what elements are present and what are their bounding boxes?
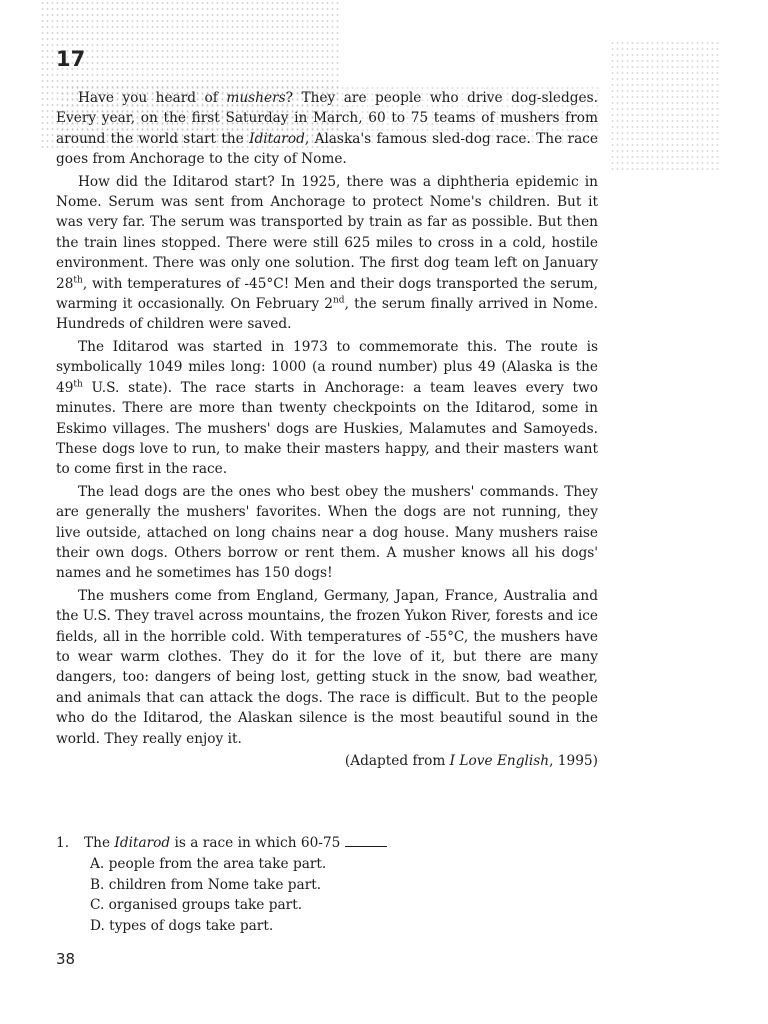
option-b: B. children from Nome take part. — [90, 876, 322, 893]
source-prefix: (Adapted from — [344, 753, 450, 769]
ordinal-suffix: nd — [333, 295, 345, 306]
ordinal-suffix: th — [73, 379, 83, 390]
answer-blank — [345, 834, 387, 847]
text-run: Have you heard of — [78, 90, 227, 106]
passage-paragraph — [56, 88, 598, 170]
option-a: A. people from the area take part. — [90, 855, 327, 872]
source-suffix: , 1995) — [549, 753, 598, 769]
passage-paragraph — [56, 586, 598, 749]
question-block — [56, 833, 598, 937]
source-title: I Love English — [449, 753, 550, 769]
option-d: D. types of dogs take part. — [90, 918, 274, 935]
stem-after: is a race in which 60-75 — [170, 835, 345, 851]
text-run: The Iditarod was started in 1973 to commemorate this. The route is symbolically 1049 miles long: 1000 (a round number) plus 49 (Alaska is the 49 — [56, 338, 598, 396]
passage-paragraph — [56, 172, 598, 335]
text-run: How did the Iditarod start? In 1925, there was a diphtheria epidemic in Nome. Serum was sent from Anchorage to protect Nome's children. But it was very far. The serum was transported by train as far as possible. But then the train lines stopped. There were still 625 miles to cross in a cold, hostile environment. There was only one solution. The first dog team left on January 28 — [56, 173, 598, 292]
text-run: , Alaska's famous sled-dog race. The race goes from Anchorage to the city of Nome. — [56, 130, 598, 168]
scan-noise — [610, 40, 720, 170]
source-citation — [56, 751, 598, 771]
text-run: ? They are people who drive dog-sledges. Every year, on the first Saturday in March, 60 to 75 teams of mushers from around the world start the — [56, 90, 598, 147]
text-run: The mushers come from England, Germany, Japan, France, Australia and the U.S. They travel across mountains, the frozen Yukon River, forests and ice fields, all in the horrible cold. With temperatures of -55°C, the mushers have to wear warm clothes. They do it for the love of it, but there are many dangers, too: dangers of being lost, getting stuck in the snow, bad weather, and animals that can attack the dogs. The race is difficult. But to the people who do the Iditarod, the Alaskan silence is the most beautiful sound in the world. They really enjoy it. — [56, 587, 598, 747]
reading-passage — [56, 88, 598, 773]
text-run: , with temperatures of -45°C! Men and their dogs transported the serum, warming it occasionally. On February 2 — [56, 275, 598, 313]
option-c: C. organised groups take part. — [90, 897, 303, 914]
ordinal-suffix: th — [73, 275, 83, 286]
unit-number: 17 — [56, 47, 86, 71]
page-number: 38 — [56, 950, 76, 968]
text-run: U.S. state). The race starts in Anchorage: a team leaves every two minutes. There are more than twenty checkpoints on the Iditarod, some in Eskimo villages. The mushers' dogs are Huskies, Malamutes and Samoyeds. These dogs love to run, to make their masters happy, and their masters want to come first in the race. — [56, 379, 598, 478]
answer-options — [56, 854, 598, 937]
passage-paragraph — [56, 337, 598, 480]
passage-paragraph — [56, 482, 598, 584]
question-number: 1. — [56, 835, 70, 851]
question-stem — [56, 833, 598, 854]
passage-paragraphs — [56, 88, 598, 749]
italic-term: Iditarod — [249, 130, 305, 147]
text-run: , the serum finally arrived in Nome. Hundreds of children were saved. — [56, 296, 598, 333]
stem-italic: Iditarod — [114, 835, 171, 851]
italic-term: mushers — [226, 90, 286, 106]
text-run: The lead dogs are the ones who best obey the mushers' commands. They are generally the mushers' favorites. When the dogs are not running, they live outside, attached on long chains near a dog house. Many mushers raise their own dogs. Others borrow or rent them. A musher knows all his dogs' names and he sometimes has 150 dogs! — [56, 483, 598, 582]
stem-before: The — [84, 835, 115, 851]
